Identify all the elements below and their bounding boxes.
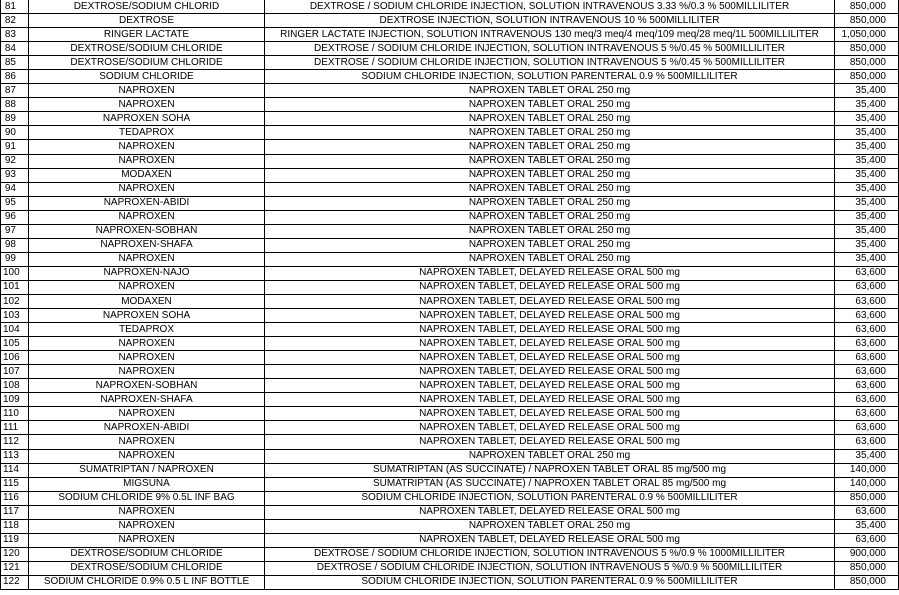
price-cell: 63,600 bbox=[835, 505, 899, 519]
row-number-cell: 92 bbox=[1, 154, 29, 168]
row-number-cell: 87 bbox=[1, 84, 29, 98]
product-name-cell: NAPROXEN-NAJO bbox=[29, 266, 265, 280]
price-cell: 850,000 bbox=[835, 561, 899, 575]
row-number-cell: 98 bbox=[1, 238, 29, 252]
product-description-cell: NAPROXEN TABLET, DELAYED RELEASE ORAL 500 mg bbox=[265, 280, 835, 294]
product-description-cell: DEXTROSE / SODIUM CHLORIDE INJECTION, SOLUTION INTRAVENOUS 5 %/0.45 % 500MILLILITER bbox=[265, 42, 835, 56]
row-number-cell: 88 bbox=[1, 98, 29, 112]
table-row bbox=[1, 252, 899, 266]
row-number-cell: 109 bbox=[1, 393, 29, 407]
product-name-cell: NAPROXEN bbox=[29, 154, 265, 168]
product-name-cell: NAPROXEN bbox=[29, 351, 265, 365]
product-name-cell: DEXTROSE/SODIUM CHLORIDE bbox=[29, 56, 265, 70]
row-number-cell: 82 bbox=[1, 14, 29, 28]
product-description-cell: NAPROXEN TABLET, DELAYED RELEASE ORAL 500 mg bbox=[265, 505, 835, 519]
table-row bbox=[1, 463, 899, 477]
table-row bbox=[1, 519, 899, 533]
price-cell: 140,000 bbox=[835, 477, 899, 491]
table-row bbox=[1, 421, 899, 435]
row-number-cell: 111 bbox=[1, 421, 29, 435]
product-name-cell: SUMATRIPTAN / NAPROXEN bbox=[29, 463, 265, 477]
product-name-cell: NAPROXEN bbox=[29, 252, 265, 266]
table-row bbox=[1, 154, 899, 168]
product-name-cell: MODAXEN bbox=[29, 168, 265, 182]
row-number-cell: 113 bbox=[1, 449, 29, 463]
price-cell: 35,400 bbox=[835, 112, 899, 126]
price-cell: 63,600 bbox=[835, 421, 899, 435]
price-cell: 63,600 bbox=[835, 407, 899, 421]
price-cell: 1,050,000 bbox=[835, 28, 899, 42]
price-cell: 35,400 bbox=[835, 98, 899, 112]
price-cell: 35,400 bbox=[835, 168, 899, 182]
product-name-cell: NAPROXEN bbox=[29, 533, 265, 547]
product-description-cell: NAPROXEN TABLET ORAL 250 mg bbox=[265, 252, 835, 266]
price-cell: 63,600 bbox=[835, 266, 899, 280]
product-name-cell: SODIUM CHLORIDE 0.9% 0.5 L INF BOTTLE bbox=[29, 575, 265, 589]
product-name-cell: MODAXEN bbox=[29, 294, 265, 308]
price-cell: 63,600 bbox=[835, 393, 899, 407]
row-number-cell: 81 bbox=[1, 0, 29, 14]
product-name-cell: TEDAPROX bbox=[29, 323, 265, 337]
price-cell: 63,600 bbox=[835, 294, 899, 308]
product-description-cell: RINGER LACTATE INJECTION, SOLUTION INTRAVENOUS 130 meq/3 meq/4 meq/109 meq/28 meq/1L 500MILLILITER bbox=[265, 28, 835, 42]
price-cell: 140,000 bbox=[835, 463, 899, 477]
price-cell: 63,600 bbox=[835, 435, 899, 449]
product-description-cell: NAPROXEN TABLET, DELAYED RELEASE ORAL 500 mg bbox=[265, 337, 835, 351]
product-name-cell: NAPROXEN bbox=[29, 140, 265, 154]
product-name-cell: DEXTROSE/SODIUM CHLORIDE bbox=[29, 561, 265, 575]
product-name-cell: NAPROXEN bbox=[29, 365, 265, 379]
table-row bbox=[1, 561, 899, 575]
product-description-cell: DEXTROSE / SODIUM CHLORIDE INJECTION, SOLUTION INTRAVENOUS 5 %/0.9 % 500MILLILITER bbox=[265, 561, 835, 575]
table-row bbox=[1, 168, 899, 182]
table-row bbox=[1, 224, 899, 238]
row-number-cell: 96 bbox=[1, 210, 29, 224]
table-row bbox=[1, 42, 899, 56]
product-description-cell: SODIUM CHLORIDE INJECTION, SOLUTION PARENTERAL 0.9 % 500MILLILITER bbox=[265, 70, 835, 84]
table-row bbox=[1, 238, 899, 252]
product-description-cell: DEXTROSE INJECTION, SOLUTION INTRAVENOUS 10 % 500MILLILITER bbox=[265, 14, 835, 28]
price-cell: 35,400 bbox=[835, 238, 899, 252]
product-description-cell: NAPROXEN TABLET ORAL 250 mg bbox=[265, 154, 835, 168]
price-cell: 35,400 bbox=[835, 210, 899, 224]
product-description-cell: NAPROXEN TABLET, DELAYED RELEASE ORAL 500 mg bbox=[265, 407, 835, 421]
product-name-cell: DEXTROSE/SODIUM CHLORID bbox=[29, 0, 265, 14]
price-cell: 63,600 bbox=[835, 280, 899, 294]
row-number-cell: 93 bbox=[1, 168, 29, 182]
product-description-cell: DEXTROSE / SODIUM CHLORIDE INJECTION, SOLUTION INTRAVENOUS 5 %/0.45 % 500MILLILITER bbox=[265, 56, 835, 70]
product-name-cell: RINGER LACTATE bbox=[29, 28, 265, 42]
row-number-cell: 86 bbox=[1, 70, 29, 84]
product-name-cell: NAPROXEN bbox=[29, 505, 265, 519]
product-description-cell: NAPROXEN TABLET ORAL 250 mg bbox=[265, 126, 835, 140]
row-number-cell: 114 bbox=[1, 463, 29, 477]
product-description-cell: DEXTROSE / SODIUM CHLORIDE INJECTION, SOLUTION INTRAVENOUS 3.33 %/0.3 % 500MILLILITER bbox=[265, 0, 835, 14]
product-name-cell: NAPROXEN-SHAFA bbox=[29, 238, 265, 252]
table-row bbox=[1, 56, 899, 70]
row-number-cell: 104 bbox=[1, 323, 29, 337]
row-number-cell: 85 bbox=[1, 56, 29, 70]
table-row bbox=[1, 533, 899, 547]
product-description-cell: NAPROXEN TABLET, DELAYED RELEASE ORAL 500 mg bbox=[265, 393, 835, 407]
table-row bbox=[1, 351, 899, 365]
table-row bbox=[1, 112, 899, 126]
row-number-cell: 103 bbox=[1, 309, 29, 323]
table-row bbox=[1, 294, 899, 308]
product-name-cell: NAPROXEN bbox=[29, 337, 265, 351]
table-row bbox=[1, 505, 899, 519]
table-row bbox=[1, 70, 899, 84]
table-row bbox=[1, 575, 899, 589]
product-name-cell: NAPROXEN SOHA bbox=[29, 112, 265, 126]
product-name-cell: NAPROXEN bbox=[29, 182, 265, 196]
row-number-cell: 120 bbox=[1, 547, 29, 561]
row-number-cell: 105 bbox=[1, 337, 29, 351]
product-description-cell: NAPROXEN TABLET ORAL 250 mg bbox=[265, 140, 835, 154]
table-row bbox=[1, 210, 899, 224]
product-description-cell: DEXTROSE / SODIUM CHLORIDE INJECTION, SOLUTION INTRAVENOUS 5 %/0.9 % 1000MILLILITER bbox=[265, 547, 835, 561]
row-number-cell: 94 bbox=[1, 182, 29, 196]
row-number-cell: 106 bbox=[1, 351, 29, 365]
price-cell: 35,400 bbox=[835, 252, 899, 266]
row-number-cell: 95 bbox=[1, 196, 29, 210]
table-row bbox=[1, 477, 899, 491]
table-row bbox=[1, 84, 899, 98]
row-number-cell: 107 bbox=[1, 365, 29, 379]
product-description-cell: NAPROXEN TABLET, DELAYED RELEASE ORAL 500 mg bbox=[265, 266, 835, 280]
table-row bbox=[1, 323, 899, 337]
row-number-cell: 115 bbox=[1, 477, 29, 491]
product-name-cell: NAPROXEN bbox=[29, 449, 265, 463]
table-row bbox=[1, 266, 899, 280]
price-cell: 850,000 bbox=[835, 42, 899, 56]
price-cell: 850,000 bbox=[835, 70, 899, 84]
product-description-cell: NAPROXEN TABLET, DELAYED RELEASE ORAL 500 mg bbox=[265, 365, 835, 379]
product-name-cell: NAPROXEN bbox=[29, 98, 265, 112]
product-name-cell: NAPROXEN-ABIDI bbox=[29, 421, 265, 435]
table-row bbox=[1, 0, 899, 14]
table-row bbox=[1, 449, 899, 463]
product-description-cell: NAPROXEN TABLET ORAL 250 mg bbox=[265, 224, 835, 238]
row-number-cell: 89 bbox=[1, 112, 29, 126]
product-description-cell: SUMATRIPTAN (AS SUCCINATE) / NAPROXEN TABLET ORAL 85 mg/500 mg bbox=[265, 463, 835, 477]
product-name-cell: MIGSUNA bbox=[29, 477, 265, 491]
table-body bbox=[1, 0, 899, 589]
product-name-cell: NAPROXEN bbox=[29, 280, 265, 294]
product-description-cell: SUMATRIPTAN (AS SUCCINATE) / NAPROXEN TABLET ORAL 85 mg/500 mg bbox=[265, 477, 835, 491]
product-name-cell: NAPROXEN-SOBHAN bbox=[29, 379, 265, 393]
product-name-cell: NAPROXEN-SHAFA bbox=[29, 393, 265, 407]
table-row bbox=[1, 393, 899, 407]
product-name-cell: NAPROXEN-ABIDI bbox=[29, 196, 265, 210]
product-description-cell: NAPROXEN TABLET, DELAYED RELEASE ORAL 500 mg bbox=[265, 421, 835, 435]
product-description-cell: NAPROXEN TABLET, DELAYED RELEASE ORAL 500 mg bbox=[265, 379, 835, 393]
table-row bbox=[1, 379, 899, 393]
table-row bbox=[1, 140, 899, 154]
price-cell: 35,400 bbox=[835, 196, 899, 210]
price-cell: 63,600 bbox=[835, 365, 899, 379]
row-number-cell: 112 bbox=[1, 435, 29, 449]
product-description-cell: NAPROXEN TABLET, DELAYED RELEASE ORAL 500 mg bbox=[265, 533, 835, 547]
price-cell: 35,400 bbox=[835, 154, 899, 168]
row-number-cell: 110 bbox=[1, 407, 29, 421]
product-description-cell: NAPROXEN TABLET, DELAYED RELEASE ORAL 500 mg bbox=[265, 323, 835, 337]
table-row bbox=[1, 337, 899, 351]
price-cell: 63,600 bbox=[835, 351, 899, 365]
product-name-cell: NAPROXEN bbox=[29, 210, 265, 224]
row-number-cell: 122 bbox=[1, 575, 29, 589]
product-name-cell: NAPROXEN bbox=[29, 519, 265, 533]
product-name-cell: NAPROXEN-SOBHAN bbox=[29, 224, 265, 238]
row-number-cell: 116 bbox=[1, 491, 29, 505]
price-cell: 850,000 bbox=[835, 575, 899, 589]
product-name-cell: TEDAPROX bbox=[29, 126, 265, 140]
price-cell: 35,400 bbox=[835, 126, 899, 140]
price-cell: 850,000 bbox=[835, 56, 899, 70]
table-row bbox=[1, 14, 899, 28]
row-number-cell: 119 bbox=[1, 533, 29, 547]
product-name-cell: NAPROXEN bbox=[29, 407, 265, 421]
row-number-cell: 91 bbox=[1, 140, 29, 154]
table-row bbox=[1, 407, 899, 421]
product-description-cell: NAPROXEN TABLET ORAL 250 mg bbox=[265, 196, 835, 210]
price-cell: 900,000 bbox=[835, 547, 899, 561]
product-name-cell: SODIUM CHLORIDE bbox=[29, 70, 265, 84]
product-name-cell: DEXTROSE/SODIUM CHLORIDE bbox=[29, 42, 265, 56]
table-row bbox=[1, 547, 899, 561]
product-description-cell: NAPROXEN TABLET, DELAYED RELEASE ORAL 500 mg bbox=[265, 294, 835, 308]
product-description-cell: NAPROXEN TABLET, DELAYED RELEASE ORAL 500 mg bbox=[265, 309, 835, 323]
table-row bbox=[1, 182, 899, 196]
price-cell: 850,000 bbox=[835, 491, 899, 505]
product-description-cell: SODIUM CHLORIDE INJECTION, SOLUTION PARENTERAL 0.9 % 500MILLILITER bbox=[265, 491, 835, 505]
price-cell: 35,400 bbox=[835, 182, 899, 196]
price-cell: 63,600 bbox=[835, 533, 899, 547]
price-cell: 35,400 bbox=[835, 84, 899, 98]
product-description-cell: NAPROXEN TABLET ORAL 250 mg bbox=[265, 98, 835, 112]
row-number-cell: 121 bbox=[1, 561, 29, 575]
product-name-cell: SODIUM CHLORIDE 9% 0.5L INF BAG bbox=[29, 491, 265, 505]
product-description-cell: NAPROXEN TABLET ORAL 250 mg bbox=[265, 112, 835, 126]
product-name-cell: NAPROXEN bbox=[29, 84, 265, 98]
table-row bbox=[1, 491, 899, 505]
row-number-cell: 118 bbox=[1, 519, 29, 533]
price-cell: 63,600 bbox=[835, 323, 899, 337]
product-description-cell: NAPROXEN TABLET ORAL 250 mg bbox=[265, 182, 835, 196]
product-description-cell: NAPROXEN TABLET ORAL 250 mg bbox=[265, 238, 835, 252]
row-number-cell: 90 bbox=[1, 126, 29, 140]
product-description-cell: NAPROXEN TABLET ORAL 250 mg bbox=[265, 210, 835, 224]
table-row bbox=[1, 98, 899, 112]
price-cell: 63,600 bbox=[835, 337, 899, 351]
price-cell: 35,400 bbox=[835, 449, 899, 463]
product-description-cell: SODIUM CHLORIDE INJECTION, SOLUTION PARENTERAL 0.9 % 500MILLILITER bbox=[265, 575, 835, 589]
product-description-cell: NAPROXEN TABLET ORAL 250 mg bbox=[265, 84, 835, 98]
row-number-cell: 84 bbox=[1, 42, 29, 56]
product-name-cell: DEXTROSE bbox=[29, 14, 265, 28]
table-row bbox=[1, 435, 899, 449]
product-name-cell: NAPROXEN SOHA bbox=[29, 309, 265, 323]
product-name-cell: NAPROXEN bbox=[29, 435, 265, 449]
row-number-cell: 83 bbox=[1, 28, 29, 42]
row-number-cell: 99 bbox=[1, 252, 29, 266]
product-description-cell: NAPROXEN TABLET ORAL 250 mg bbox=[265, 449, 835, 463]
price-cell: 63,600 bbox=[835, 309, 899, 323]
row-number-cell: 108 bbox=[1, 379, 29, 393]
product-description-cell: NAPROXEN TABLET ORAL 250 mg bbox=[265, 168, 835, 182]
price-cell: 850,000 bbox=[835, 14, 899, 28]
row-number-cell: 117 bbox=[1, 505, 29, 519]
price-cell: 35,400 bbox=[835, 224, 899, 238]
row-number-cell: 100 bbox=[1, 266, 29, 280]
table-row bbox=[1, 280, 899, 294]
table-row bbox=[1, 28, 899, 42]
price-cell: 35,400 bbox=[835, 140, 899, 154]
product-description-cell: NAPROXEN TABLET ORAL 250 mg bbox=[265, 519, 835, 533]
table-row bbox=[1, 365, 899, 379]
price-cell: 850,000 bbox=[835, 0, 899, 14]
table-row bbox=[1, 309, 899, 323]
product-name-cell: DEXTROSE/SODIUM CHLORIDE bbox=[29, 547, 265, 561]
price-cell: 35,400 bbox=[835, 519, 899, 533]
product-description-cell: NAPROXEN TABLET, DELAYED RELEASE ORAL 500 mg bbox=[265, 351, 835, 365]
price-cell: 63,600 bbox=[835, 379, 899, 393]
table-row bbox=[1, 196, 899, 210]
row-number-cell: 101 bbox=[1, 280, 29, 294]
row-number-cell: 102 bbox=[1, 294, 29, 308]
product-description-cell: NAPROXEN TABLET, DELAYED RELEASE ORAL 500 mg bbox=[265, 435, 835, 449]
row-number-cell: 97 bbox=[1, 224, 29, 238]
table-row bbox=[1, 126, 899, 140]
